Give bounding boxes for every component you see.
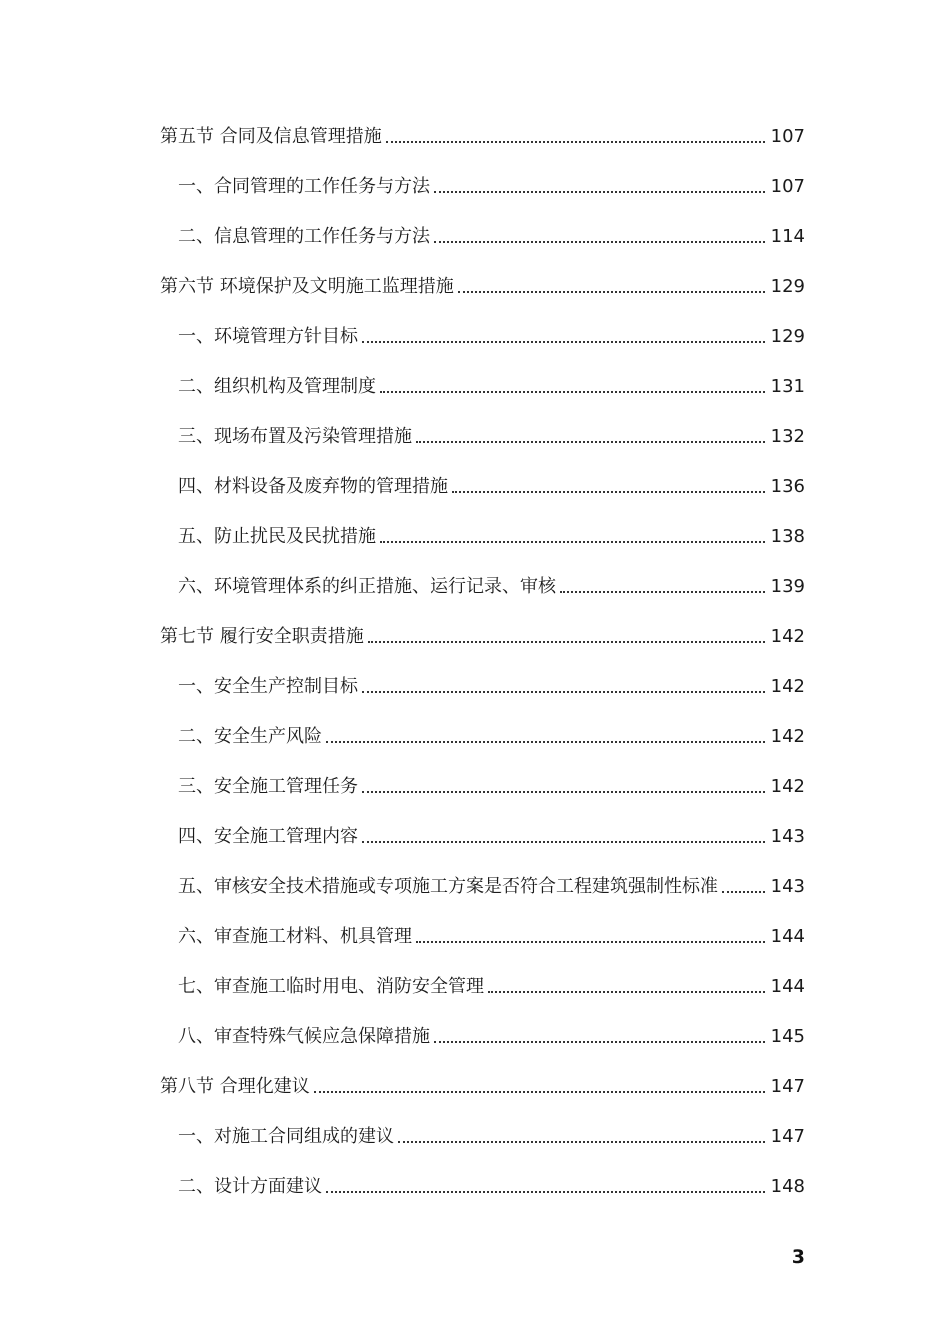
toc-entry[interactable] [0,518,805,548]
toc-entry[interactable] [0,868,805,898]
toc-dot-leader [386,141,765,143]
toc-dot-leader [326,741,765,743]
toc-dot-leader [434,1041,765,1043]
toc-dot-leader [326,1191,765,1193]
toc-entry[interactable] [0,1068,805,1098]
toc-entry[interactable] [0,618,805,648]
toc-dot-leader [380,391,765,393]
toc-entry[interactable] [0,668,805,698]
toc-entry-title: 五、防止扰民及民扰措施 [178,526,376,547]
toc-dot-leader [434,191,765,193]
toc-entry-title: 一、对施工合同组成的建议 [178,1126,394,1147]
toc-entry-page: 147 [770,1126,805,1147]
toc-entry-title: 六、审查施工材料、机具管理 [178,926,412,947]
toc-entry-page: 131 [770,376,805,397]
toc-entry-page: 147 [770,1076,805,1097]
toc-entry-title: 第八节 合理化建议 [160,1076,310,1097]
toc-entry-title: 一、合同管理的工作任务与方法 [178,176,430,197]
toc-entry-page: 107 [770,126,805,147]
toc-entry[interactable] [0,418,805,448]
toc-entry-title: 一、环境管理方针目标 [178,326,358,347]
toc-dot-leader [362,791,765,793]
toc-entry[interactable] [0,368,805,398]
toc-entry[interactable] [0,568,805,598]
toc-entry-page: 142 [770,726,805,747]
toc-entry-title: 一、安全生产控制目标 [178,676,358,697]
toc-entry-page: 143 [770,876,805,897]
toc-entry-page: 144 [770,976,805,997]
toc-entry-title: 二、组织机构及管理制度 [178,376,376,397]
toc-entry-title: 二、信息管理的工作任务与方法 [178,226,430,247]
toc-entry-title: 二、安全生产风险 [178,726,322,747]
toc-entry-page: 139 [770,576,805,597]
toc-entry[interactable] [0,1018,805,1048]
page-number: 3 [791,1246,805,1268]
toc-dot-leader [452,491,765,493]
toc-entry-page: 142 [770,776,805,797]
toc-dot-leader [398,1141,765,1143]
toc-entry-title: 六、环境管理体系的纠正措施、运行记录、审核 [178,576,556,597]
toc-dot-leader [362,841,765,843]
toc-entry-title: 五、审核安全技术措施或专项施工方案是否符合工程建筑强制性标准 [178,876,718,897]
toc-entry[interactable] [0,1168,805,1198]
toc-entry-title: 七、审查施工临时用电、消防安全管理 [178,976,484,997]
toc-entry-title: 八、审查特殊气候应急保障措施 [178,1026,430,1047]
toc-entry[interactable] [0,318,805,348]
toc-entry-title: 第五节 合同及信息管理措施 [160,126,382,147]
toc-entry-title: 二、设计方面建议 [178,1176,322,1197]
toc-entry-page: 129 [770,326,805,347]
toc-dot-leader [722,891,765,893]
toc-entry-page: 107 [770,176,805,197]
toc-entry-page: 142 [770,626,805,647]
toc-dot-leader [434,241,765,243]
toc-dot-leader [362,691,765,693]
toc-entry-page: 145 [770,1026,805,1047]
toc-dot-leader [368,641,765,643]
toc-entry-title: 第六节 环境保护及文明施工监理措施 [160,276,454,297]
toc-dot-leader [560,591,765,593]
toc-entry[interactable] [0,268,805,298]
toc-entry-page: 114 [770,226,805,247]
toc-entry[interactable] [0,468,805,498]
toc-entry[interactable] [0,1118,805,1148]
toc-dot-leader [380,541,765,543]
toc-entry-title: 第七节 履行安全职责措施 [160,626,364,647]
toc-entry-page: 143 [770,826,805,847]
toc-entry-page: 132 [770,426,805,447]
toc-entry[interactable] [0,118,805,148]
toc-dot-leader [362,341,765,343]
toc-entry-page: 136 [770,476,805,497]
toc-dot-leader [314,1091,765,1093]
toc-entry-page: 138 [770,526,805,547]
toc-entry[interactable] [0,968,805,998]
toc-entry-page: 129 [770,276,805,297]
toc-dot-leader [458,291,765,293]
toc-entry-page: 144 [770,926,805,947]
toc-entry-page: 142 [770,676,805,697]
toc-dot-leader [416,441,765,443]
toc-entry-title: 三、安全施工管理任务 [178,776,358,797]
toc-entry[interactable] [0,818,805,848]
toc-entry-page: 148 [770,1176,805,1197]
toc-entry-title: 四、安全施工管理内容 [178,826,358,847]
toc-entry[interactable] [0,918,805,948]
toc-entry-title: 四、材料设备及废弃物的管理措施 [178,476,448,497]
toc-entry-title: 三、现场布置及污染管理措施 [178,426,412,447]
toc-entry[interactable] [0,768,805,798]
toc-dot-leader [488,991,765,993]
toc-entry[interactable] [0,718,805,748]
toc-dot-leader [416,941,765,943]
toc-entry[interactable] [0,168,805,198]
toc-entry[interactable] [0,218,805,248]
